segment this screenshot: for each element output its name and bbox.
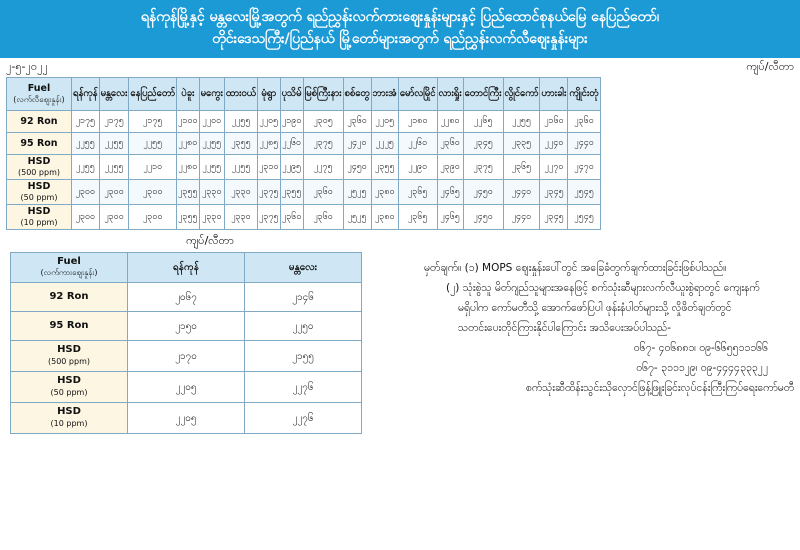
price-cell: ၂၁၅၀ bbox=[128, 312, 245, 341]
report-date: ၂-၅-၂၀၂၂ bbox=[6, 60, 48, 73]
price-cell: ၂၃၀၀ bbox=[129, 180, 177, 205]
price-cell: ၂၃၆၀ bbox=[343, 111, 371, 133]
price-cell: ၂၃၃၀ bbox=[224, 180, 257, 205]
row-fuel-sub: (50 ppm) bbox=[20, 193, 58, 202]
header-city: မန္တလေး bbox=[99, 78, 129, 111]
table-row bbox=[11, 312, 362, 341]
price-cell: ၂၂၀၅ bbox=[257, 111, 280, 133]
table-row bbox=[7, 155, 601, 180]
header-city: မန္တလေး bbox=[245, 253, 362, 283]
price-cell: ၂၁၆၀ bbox=[540, 111, 568, 133]
note-line-2b: မရှိပါက ကော်မတီသို့ အောက်ဖော်ပြပါ ဖုန်းနံပါတ်များသို့ လှိုဖိတ်ချတ်တွင် bbox=[458, 302, 732, 314]
price-cell: ၂၃၀၀ bbox=[72, 205, 100, 230]
price-cell: ၂၃၇၅ bbox=[303, 133, 343, 155]
header-city: နေပြည်တော် bbox=[129, 78, 177, 111]
price-cell: ၂၄၆၅ bbox=[437, 180, 463, 205]
price-cell: ၂၃၅၅ bbox=[224, 133, 257, 155]
price-cell: ၂၃၀၀ bbox=[99, 180, 129, 205]
wholesale-price-table bbox=[10, 252, 362, 434]
price-cell: ၂၅၂၅ bbox=[343, 180, 371, 205]
price-cell: ၂၃၈၀ bbox=[371, 180, 398, 205]
meta-row bbox=[0, 58, 800, 77]
lower-section bbox=[0, 252, 800, 434]
contact-phone-1: ၀၆၇- ၄၀၆၈၈၁၊ ၀၉-၆၆၅၅၁၁၁၆၆ bbox=[633, 342, 768, 354]
price-cell: ၂၂၉၀ bbox=[398, 155, 437, 180]
header-city: မြစ်ကြီးနား bbox=[303, 78, 343, 111]
header-city: ပုသိမ် bbox=[280, 78, 303, 111]
price-cell: ၂၃၅၅ bbox=[280, 180, 303, 205]
row-fuel-sub: (50 ppm) bbox=[50, 388, 88, 397]
price-cell: ၂၂၅၀ bbox=[245, 312, 362, 341]
banner-title-line-2: တိုင်းဒေသကြီး/ပြည်နယ် မြို့တော်များအတွက် ရည်ညွှန်းလက်လီဈေးနှုန်းများ bbox=[212, 31, 588, 47]
price-cell: ၂၂၀၅ bbox=[128, 403, 245, 434]
row-fuel-name: HSD bbox=[57, 344, 81, 355]
price-cell: ၂၂၆၅ bbox=[463, 111, 503, 133]
unit-label-middle: ကျပ်/လီတာ bbox=[186, 234, 234, 247]
header-fuel-label: Fuel bbox=[57, 256, 81, 267]
row-fuel-label bbox=[7, 133, 72, 155]
price-cell: ၂၅၄၅ bbox=[568, 180, 600, 205]
price-cell: ၂၂၈၀ bbox=[177, 155, 200, 180]
price-cell: ၂၂၅၅ bbox=[199, 155, 224, 180]
committee-name: စက်သုံးဆီထိန်းသွင်းသိုလှောင်ဖြန့်ဖြူးခြင်းလုပ်ငန်းကြီးကြပ်ရေးကော်မတီ bbox=[525, 382, 794, 394]
retail-price-table bbox=[6, 77, 601, 230]
price-cell: ၂၃၆၅ bbox=[398, 205, 437, 230]
price-cell: ၂၁၇၅ bbox=[129, 111, 177, 133]
wholesale-header-row bbox=[11, 253, 362, 283]
header-fuel-label: Fuel bbox=[27, 83, 51, 94]
price-cell: ၂၃၀၀ bbox=[99, 205, 129, 230]
price-cell: ၂၄၄၀ bbox=[503, 205, 540, 230]
price-cell: ၂၃၄၅ bbox=[463, 133, 503, 155]
table-row bbox=[7, 205, 601, 230]
price-cell: ၂၀၆၇ bbox=[128, 283, 245, 312]
header-city: ဟားခါး bbox=[540, 78, 568, 111]
price-cell: ၂၃၇၅ bbox=[257, 205, 280, 230]
header-city: လွိုင်ကော် bbox=[503, 78, 540, 111]
wholesale-table-body bbox=[11, 283, 362, 434]
price-cell: ၂၂၈၀ bbox=[437, 111, 463, 133]
price-cell: ၂၁၇၅ bbox=[99, 111, 129, 133]
row-fuel-label bbox=[11, 312, 128, 341]
price-cell: ၂၁၀၀ bbox=[177, 111, 200, 133]
price-cell: ၂၃၃၀ bbox=[199, 180, 224, 205]
price-cell: ၂၂၅၅ bbox=[129, 133, 177, 155]
row-fuel-name: HSD bbox=[57, 406, 81, 417]
price-cell: ၂၄၅၀ bbox=[463, 180, 503, 205]
header-city: ထားဝယ် bbox=[224, 78, 257, 111]
row-fuel-label bbox=[11, 403, 128, 434]
price-cell: ၂၃၆၀ bbox=[280, 205, 303, 230]
price-cell: ၂၃၃၅ bbox=[503, 133, 540, 155]
header-city: ပဲခူး bbox=[177, 78, 200, 111]
note-line-2a: (၂) သုံးစွဲသူ မိတ်ဂျည်သူများအနေဖြင့် စက်သုံးဆီများလက်လီယူးစွဲရာတွင် ကျေးနက် bbox=[446, 282, 760, 294]
header-city: ရန်ကုန် bbox=[128, 253, 245, 283]
price-cell: ၂၄၆၅ bbox=[437, 205, 463, 230]
price-cell: ၂၂၅၅ bbox=[72, 155, 100, 180]
row-fuel-label bbox=[7, 205, 72, 230]
price-cell: ၂၃၅၅ bbox=[177, 180, 200, 205]
contact-phone-2: ၀၆၇- ၃၁၁၁၂၉၊ ၀၉-၄၄၄၄၃၃၃၂၂ bbox=[636, 362, 768, 374]
price-cell: ၂၂၈၀ bbox=[177, 133, 200, 155]
header-city: ဘားအံ bbox=[371, 78, 398, 111]
row-fuel-sub: (10 ppm) bbox=[20, 218, 58, 227]
price-cell: ၂၃၄၅ bbox=[540, 180, 568, 205]
price-cell: ၂၂၅၅ bbox=[99, 133, 129, 155]
table-row bbox=[7, 111, 601, 133]
price-cell: ၂၅၂၅ bbox=[343, 205, 371, 230]
row-fuel-sub: (10 ppm) bbox=[50, 419, 88, 428]
unit-label-top: ကျပ်/လီတာ bbox=[746, 60, 794, 73]
wholesale-table-head bbox=[11, 253, 362, 283]
price-cell: ၂၃၃၀ bbox=[199, 205, 224, 230]
table-row bbox=[7, 180, 601, 205]
price-cell: ၂၃၈၀ bbox=[371, 205, 398, 230]
row-fuel-label bbox=[11, 372, 128, 403]
price-cell: ၂၂၇၆ bbox=[245, 372, 362, 403]
row-fuel-name: 92 Ron bbox=[20, 116, 58, 127]
price-cell: ၂၂၄၀ bbox=[540, 133, 568, 155]
header-city: ကျိုင်းတုံ bbox=[568, 78, 600, 111]
header-city: ရန်ကုန် bbox=[72, 78, 100, 111]
header-fuel-sublabel: (လက်လီဈေးနှုန်း) bbox=[13, 95, 65, 104]
header-fuel-sublabel: (လက်ကားဈေးနှုန်း) bbox=[40, 268, 98, 277]
notes-section bbox=[420, 252, 800, 398]
note-line-2c: သတင်းပေးတိုင်ကြားနိုင်ပါကြောင်း အသိပေးအပ်ပါသည်- bbox=[458, 322, 672, 334]
price-cell: ၂၄၇၀ bbox=[568, 155, 600, 180]
table-row bbox=[7, 133, 601, 155]
row-fuel-name: 95 Ron bbox=[49, 320, 89, 331]
header-city: မော်လမြိုင် bbox=[398, 78, 437, 111]
price-cell: ၂၂၆၀ bbox=[280, 133, 303, 155]
price-cell: ၂၂၀၅ bbox=[128, 372, 245, 403]
price-cell: ၂၃၀၀ bbox=[72, 180, 100, 205]
retail-table-head bbox=[7, 78, 601, 111]
price-cell: ၂၂၅၅ bbox=[224, 155, 257, 180]
row-fuel-name: HSD bbox=[27, 206, 51, 217]
price-cell: ၂၄၂၀ bbox=[343, 133, 371, 155]
price-cell: ၂၃၇၅ bbox=[463, 155, 503, 180]
price-cell: ၂၃၅၅ bbox=[371, 155, 398, 180]
price-cell: ၂၃၁၀ bbox=[257, 155, 280, 180]
price-cell: ၂၂၁၀ bbox=[129, 155, 177, 180]
table-row bbox=[11, 341, 362, 372]
price-cell: ၂၂၅၅ bbox=[199, 133, 224, 155]
banner-title-line-1: ရန်ကုန်မြို့နှင့် မန္တလေးမြို့အတွက် ရည်ညွှန်းလက်ကားဈေးနှုန်းများနှင့် ပြည်ထောင်စုနယ်မြေ နေပြည်တော်၊ bbox=[140, 9, 660, 25]
price-cell: ၂၃၀၀ bbox=[129, 205, 177, 230]
price-cell: ၂၃၆၅ bbox=[398, 180, 437, 205]
price-cell: ၂၄၄၀ bbox=[568, 133, 600, 155]
row-fuel-sub: (500 ppm) bbox=[47, 357, 90, 366]
price-cell: ၂၄၄၀ bbox=[503, 180, 540, 205]
price-cell: ၂၃၆၀ bbox=[303, 205, 343, 230]
price-cell: ၂၃၅၅ bbox=[177, 205, 200, 230]
header-fuel bbox=[7, 78, 72, 111]
price-cell: ၂၁၄၆ bbox=[245, 283, 362, 312]
price-cell: ၂၃၄၅ bbox=[540, 205, 568, 230]
table-row bbox=[11, 403, 362, 434]
row-fuel-label bbox=[11, 341, 128, 372]
wholesale-table-wrapper bbox=[0, 252, 420, 434]
price-cell: ၂၃၆၀ bbox=[437, 133, 463, 155]
header-city: တောင်ကြီး bbox=[463, 78, 503, 111]
retail-price-table-wrapper bbox=[0, 77, 800, 230]
price-cell: ၂၁၅၅ bbox=[245, 341, 362, 372]
row-fuel-label bbox=[7, 180, 72, 205]
price-cell: ၂၂၈၅ bbox=[257, 133, 280, 155]
table-row bbox=[11, 283, 362, 312]
header-city: မကွေး bbox=[199, 78, 224, 111]
price-cell: ၂၂၇၀ bbox=[540, 155, 568, 180]
price-cell: ၂၂၀၅ bbox=[371, 111, 398, 133]
header-city: စစ်တွေ bbox=[343, 78, 371, 111]
price-cell: ၂၁၇၅ bbox=[72, 111, 100, 133]
price-cell: ၂၂၇၅ bbox=[303, 155, 343, 180]
note-line-1: မှတ်ချက်။ (၁) MOPS ဈေးနှုန်းပေါ်တွင် အခြေခံတွက်ချက်ထားခြင်းဖြစ်ပါသည်။ bbox=[424, 262, 727, 274]
retail-header-row bbox=[7, 78, 601, 111]
price-cell: ၂၁၈၀ bbox=[398, 111, 437, 133]
retail-table-body bbox=[7, 111, 601, 230]
price-cell: ၂၃၆၅ bbox=[503, 155, 540, 180]
price-cell: ၂၃၃၀ bbox=[224, 205, 257, 230]
page-banner bbox=[0, 0, 800, 58]
price-cell: ၂၃၆၀ bbox=[568, 111, 600, 133]
row-fuel-name: HSD bbox=[27, 156, 51, 167]
price-cell: ၂၃၆၀ bbox=[303, 180, 343, 205]
row-fuel-label bbox=[11, 283, 128, 312]
row-fuel-sub: (500 ppm) bbox=[17, 168, 60, 177]
row-fuel-name: 95 Ron bbox=[20, 138, 58, 149]
price-cell: ၂၄၅၀ bbox=[463, 205, 503, 230]
price-cell: ၂၂၆၀ bbox=[398, 133, 437, 155]
row-fuel-name: 92 Ron bbox=[49, 291, 89, 302]
header-fuel bbox=[11, 253, 128, 283]
price-cell: ၂၁၇၀ bbox=[128, 341, 245, 372]
price-cell: ၂၃၇၅ bbox=[257, 180, 280, 205]
table-row bbox=[11, 372, 362, 403]
row-fuel-name: HSD bbox=[27, 181, 51, 192]
price-cell: ၂၂၀၀ bbox=[199, 111, 224, 133]
row-fuel-label bbox=[7, 155, 72, 180]
price-cell: ၂၁၉၀ bbox=[280, 111, 303, 133]
header-city: မုံရွာ bbox=[257, 78, 280, 111]
row-fuel-label bbox=[7, 111, 72, 133]
price-cell: ၂၃၉၀ bbox=[437, 155, 463, 180]
price-cell: ၂၅၄၅ bbox=[568, 205, 600, 230]
price-cell: ၂၄၅၀ bbox=[343, 155, 371, 180]
price-cell: ၂၂၅၅ bbox=[72, 133, 100, 155]
price-cell: ၂၂၉၅ bbox=[280, 155, 303, 180]
price-cell: ၂၂၅၅ bbox=[99, 155, 129, 180]
price-cell: ၂၂၇၆ bbox=[245, 403, 362, 434]
price-cell: ၂၂၂၅ bbox=[371, 133, 398, 155]
price-cell: ၂၃၀၅ bbox=[303, 111, 343, 133]
price-cell: ၂၂၅၅ bbox=[503, 111, 540, 133]
price-cell: ၂၂၅၅ bbox=[224, 111, 257, 133]
row-fuel-name: HSD bbox=[57, 375, 81, 386]
header-city: လားရှိုး bbox=[437, 78, 463, 111]
